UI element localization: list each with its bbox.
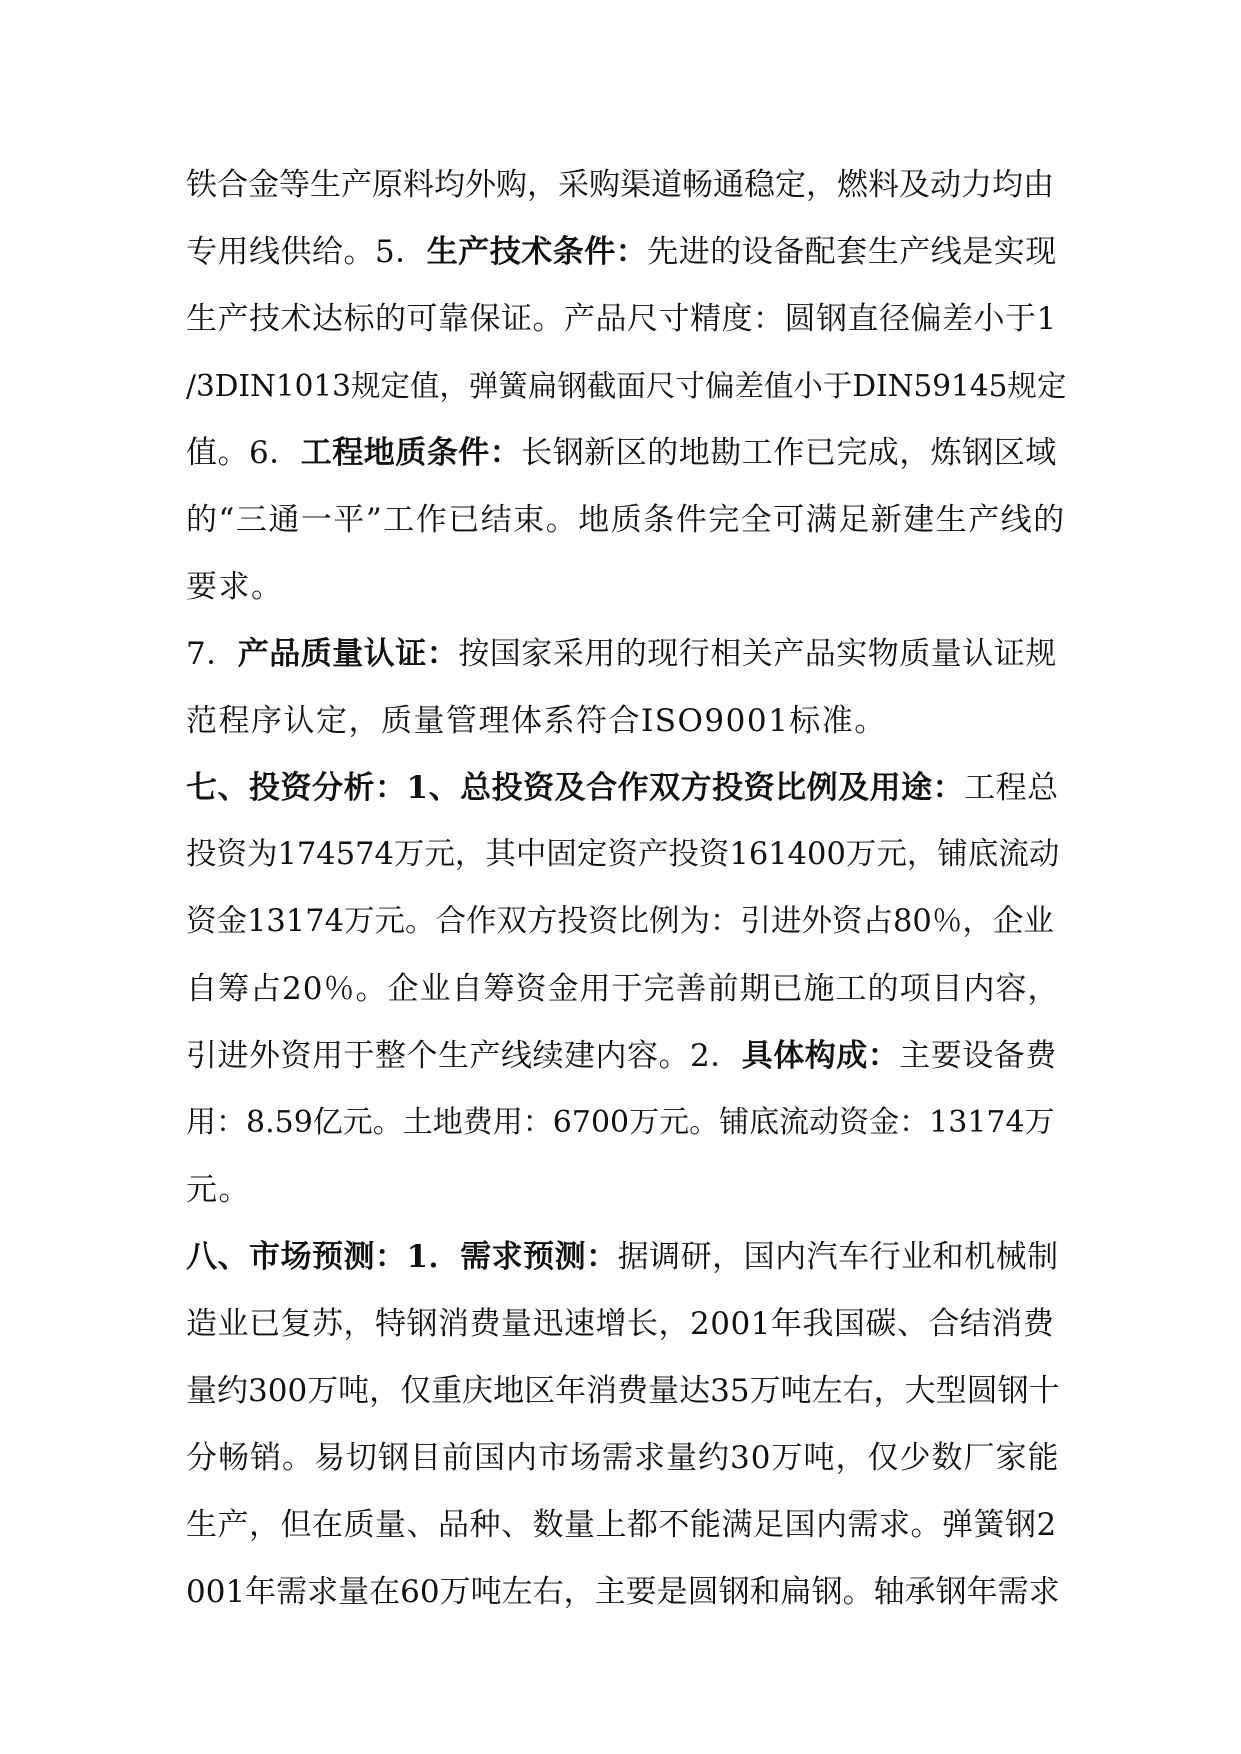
text-segment: 先进的设备配套生产线是实现 [647,234,1057,270]
text-line [186,1237,1066,1277]
text-line [186,969,1066,1009]
text-segment: 生产，但在质量、品种、数量上都不能满足国内需求。弹簧钢2 [186,1507,1057,1543]
text-line [186,1438,1066,1478]
text-segment: 工程总 [964,770,1059,806]
text-line [186,1505,1066,1545]
text-line [186,701,1066,741]
text-segment: 值。6． [186,435,301,471]
text-line [186,232,1066,272]
text-line [186,634,1066,674]
text-segment: 投资为174574万元，其中固定资产投资161400万元，铺底流动 [186,837,1060,872]
text-line [186,1170,1066,1210]
text-line [186,1103,1066,1143]
text-line [186,768,1066,808]
text-segment: 资金13174万元。合作双方投资比例为：引进外资占80％，企业 [186,904,1054,939]
text-segment: 用：8.59亿元。土地费用：6700万元。铺底流动资金：13174万 [186,1105,1055,1140]
text-segment: 主要设备费 [899,1038,1057,1074]
text-segment: 铁合金等生产原料均外购，采购渠道畅通稳定，燃料及动力均由 [186,167,1054,203]
text-line [186,835,1066,875]
text-line [186,299,1066,339]
text-segment: 长钢新区的地勘工作已完成，炼钢区域 [521,435,1057,471]
text-segment: 7． [186,636,238,672]
text-segment: 001年需求量在60万吨左右，主要是圆钢和扁钢。轴承钢年需求 [186,1574,1060,1610]
bold-heading: 产品质量认证： [237,636,459,672]
bold-heading: 生产技术条件： [426,234,648,270]
text-line [186,1572,1066,1612]
text-segment: 要求。 [186,569,284,605]
text-line [186,902,1066,942]
text-line [186,433,1066,473]
text-segment: 自筹占20％。企业自筹资金用于完善前期已施工的项目内容， [186,971,1060,1007]
section-heading: 七、投资分析：1、总投资及合作双方投资比例及用途： [186,770,965,806]
text-segment: 元。 [186,1172,251,1208]
text-segment: 专用线供给。5． [186,234,427,270]
text-line [186,567,1066,607]
text-segment: 按国家采用的现行相关产品实物质量认证规 [458,636,1057,672]
text-segment: 量约300万吨，仅重庆地区年消费量达35万吨左右，大型圆钢十 [186,1373,1060,1409]
text-line [186,1371,1066,1411]
text-segment: 据调研，国内汽车行业和机械制 [617,1239,1059,1275]
text-line [186,500,1066,540]
text-line [186,366,1066,406]
text-segment: 生产技术达标的可靠保证。产品尺寸精度：圆钢直径偏差小于1 [186,301,1057,337]
text-segment: 的“三通一平”工作已结束。地质条件完全可满足新建生产线的 [186,502,1066,538]
text-segment: /3DIN1013规定值，弹簧扁钢截面尺寸偏差值小于DIN59145规定 [186,369,1067,403]
text-segment: 造业已复苏，特钢消费量迅速增长，2001年我国碳、合结消费 [186,1306,1055,1342]
text-segment: 引进外资用于整个生产线续建内容。2． [186,1038,742,1074]
section-heading: 八、市场预测：1．需求预测： [186,1239,618,1275]
text-segment: 范程序认定，质量管理体系符合ISO9001标准。 [186,703,887,739]
text-segment: 分畅销。易切钢目前国内市场需求量约30万吨，仅少数厂家能 [186,1440,1060,1476]
text-line [186,1036,1066,1076]
bold-heading: 工程地质条件： [300,435,522,471]
text-line [186,165,1066,205]
text-line [186,1304,1066,1344]
bold-heading: 具体构成： [741,1038,900,1074]
